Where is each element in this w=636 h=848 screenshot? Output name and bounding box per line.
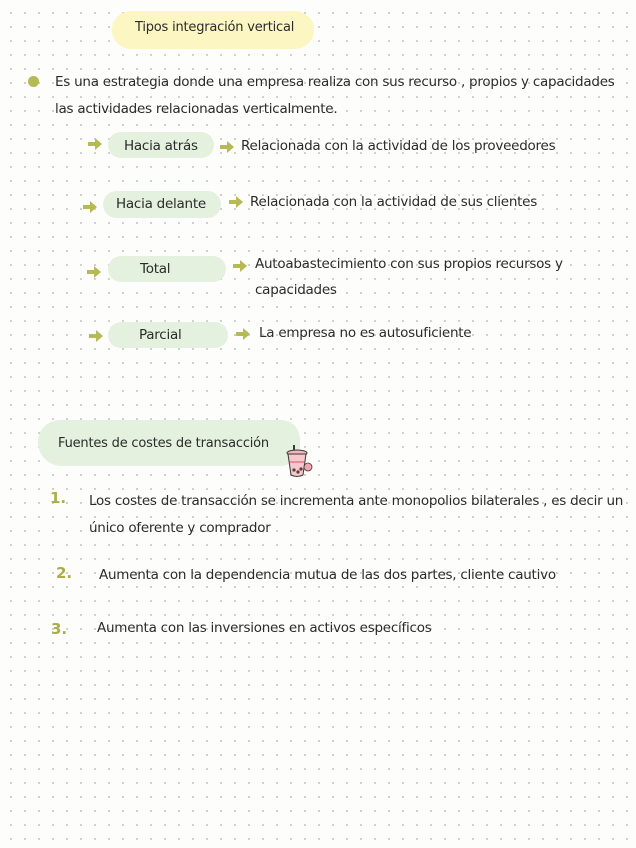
- arrow-right-icon: [228, 195, 244, 209]
- type-description-cont: capacidades: [255, 282, 337, 298]
- arrow-right-icon: [88, 329, 104, 343]
- type-description: La empresa no es autosuficiente: [259, 325, 472, 341]
- type-label: Hacia atrás: [124, 138, 198, 154]
- type-description: Autoabastecimiento con sus propios recursos y: [255, 256, 563, 272]
- section-title: Fuentes de costes de transacción: [58, 436, 269, 451]
- type-description: Relacionada con la actividad de sus clientes: [250, 194, 538, 210]
- list-number: 1.: [50, 489, 67, 507]
- type-label: Total: [140, 261, 171, 277]
- list-number: 2.: [56, 564, 73, 582]
- arrow-right-icon: [235, 327, 251, 341]
- list-item-text: Aumenta con la dependencia mutua de las dos partes, cliente cautivo: [99, 567, 556, 583]
- arrow-right-icon: [82, 200, 98, 214]
- arrow-right-icon: [232, 259, 248, 273]
- arrow-right-icon: [219, 140, 235, 154]
- type-label: Parcial: [139, 327, 182, 343]
- bullet-dot-icon: [28, 76, 39, 87]
- type-description: Relacionada con la actividad de los proveedores: [241, 138, 556, 154]
- drink-cup-sticker-icon: [284, 444, 314, 478]
- arrow-right-icon: [87, 137, 103, 151]
- list-number: 3.: [51, 620, 68, 638]
- page-title: Tipos integración vertical: [135, 20, 295, 35]
- intro-line-1: Es una estrategia donde una empresa realiza con sus recurso , propios y capacidades: [55, 74, 615, 90]
- list-item-text: Los costes de transacción se incrementa ante monopolios bilaterales , es decir un: [89, 493, 624, 509]
- arrow-right-icon: [86, 265, 102, 279]
- list-item-text-cont: único oferente y comprador: [89, 520, 271, 536]
- type-label: Hacia delante: [116, 196, 206, 212]
- list-item-text: Aumenta con las inversiones en activos específicos: [97, 620, 432, 636]
- intro-line-2: las actividades relacionadas verticalmente.: [55, 101, 338, 117]
